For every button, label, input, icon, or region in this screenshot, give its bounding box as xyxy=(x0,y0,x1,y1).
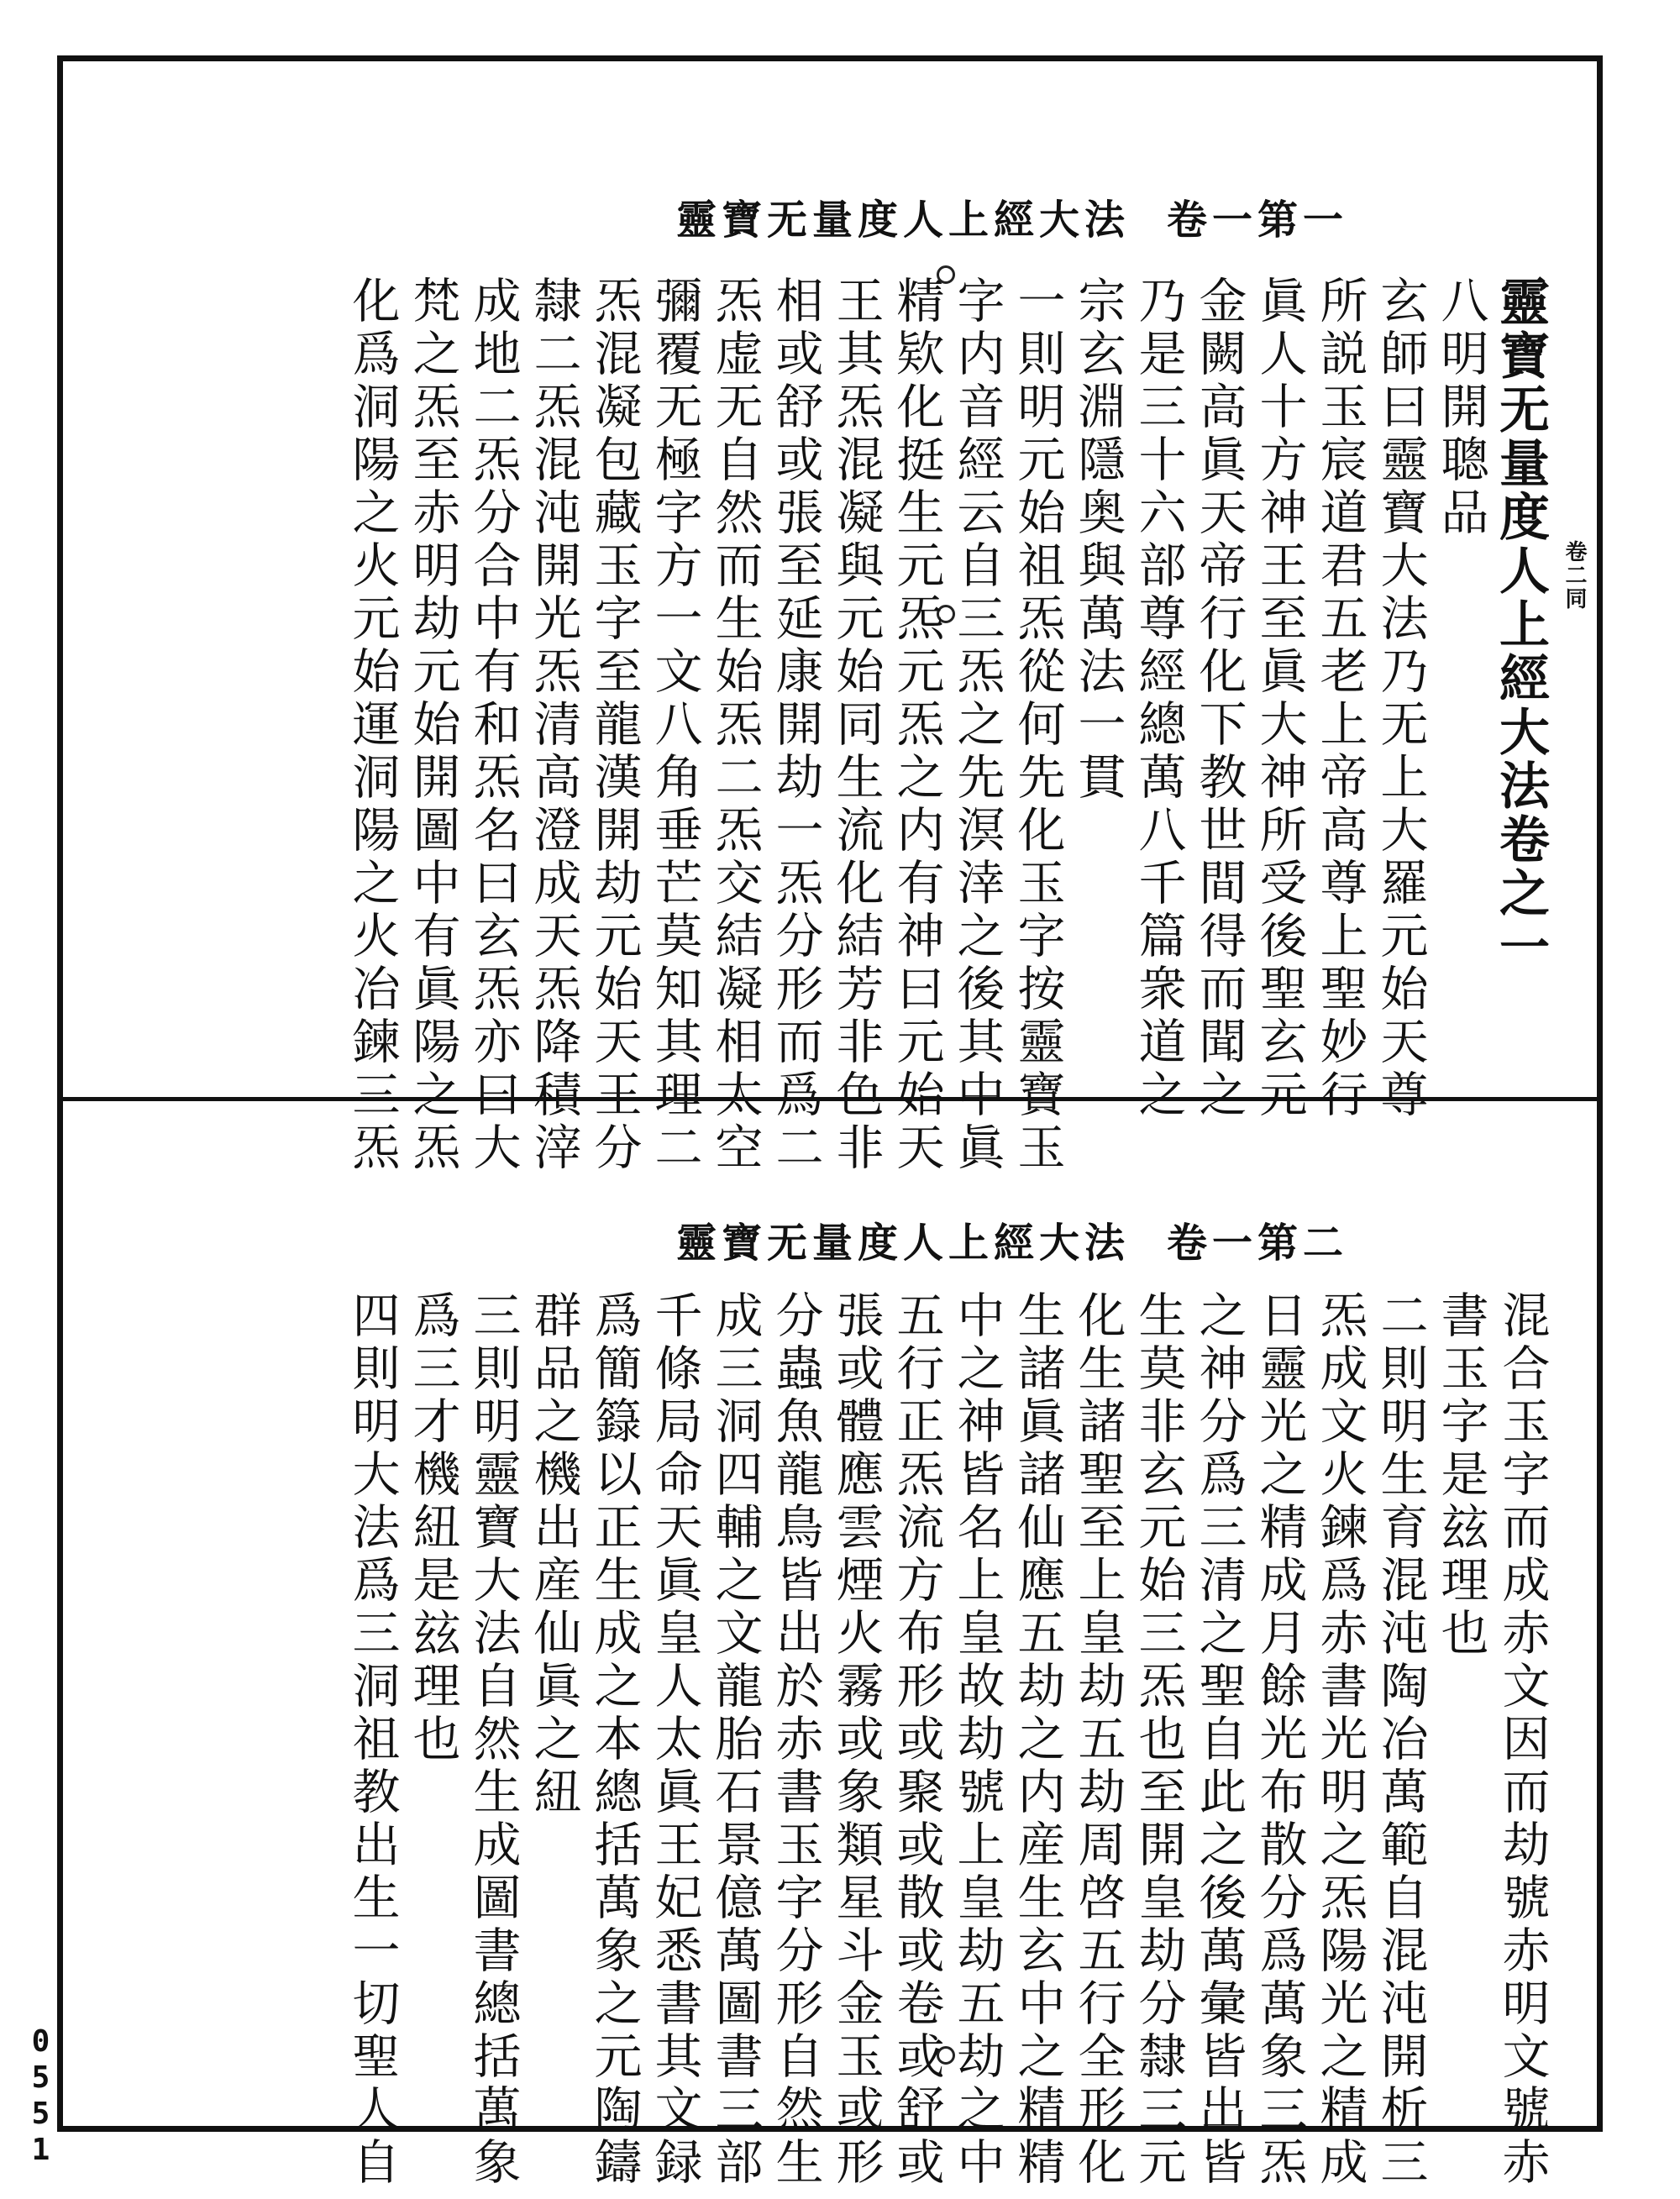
top-page xyxy=(63,61,1597,1175)
text-column: 梵之炁至赤明劫元始開圖中有眞陽之炁 xyxy=(405,276,460,1175)
text-column: 生莫非玄元始三炁也至開皇劫分隸三元 xyxy=(1131,1290,1186,2190)
text-column: 混合玉字而成赤文因而劫號赤明文號赤 xyxy=(1494,1290,1550,2190)
text-column: 八明開聰品 xyxy=(1433,276,1488,540)
text-column: 二則明生育混沌陶冶萬範自混沌開析三 xyxy=(1373,1290,1428,2190)
text-column: 群品之機出産仙眞之紐 xyxy=(526,1290,581,1819)
text-column: 彌覆无極字方一文八角垂芒莫知其理二 xyxy=(647,276,702,1175)
text-column: 日靈光之精成月餘光布散分爲萬象三炁 xyxy=(1252,1290,1307,2190)
text-column: 宗玄淵隱奥與萬法一貫 xyxy=(1070,276,1126,805)
bottom-page xyxy=(63,1101,1597,2190)
header-title: 靈寶无量度人上經大法 xyxy=(676,1220,1131,1267)
bottom-page-header xyxy=(676,1210,1348,1268)
text-column: 精欵化挺生元炁元炁之内有神曰元始天 xyxy=(889,276,944,1175)
header-juan: 卷一第二 xyxy=(1167,1220,1349,1267)
text-column: 炁混凝包藏玉字至龍漢開劫元始天王分 xyxy=(586,276,642,1175)
text-column: 生諸眞諸仙應五劫之内産生玄中之精精 xyxy=(1010,1290,1065,2190)
text-column: 化生諸聖至上皇劫五劫周啓五行全形化 xyxy=(1070,1290,1126,2190)
side-mark: 卷二同 xyxy=(1562,540,1587,611)
text-column: 爲簡籙以正生成之本總括萬象之元陶鑄 xyxy=(586,1290,642,2190)
text-column: 千條局命天眞皇人太眞王妃悉書其文録 xyxy=(647,1290,702,2190)
text-column: 隸二炁混沌開光炁清高澄成天炁降積滓 xyxy=(526,276,581,1175)
text-column: 眞人十方神王至眞大神所受後聖玄元 xyxy=(1252,276,1307,1122)
header-title: 靈寶无量度人上經大法 xyxy=(676,197,1131,244)
text-column: 成三洞四輔之文龍胎石景億萬圖書三部 xyxy=(707,1290,763,2190)
text-column: 成地二炁分合中有和炁名曰玄炁亦曰大 xyxy=(465,276,521,1175)
text-column: 字内音經云自三炁之先溟涬之後其中眞 xyxy=(949,276,1005,1175)
text-column: 乃是三十六部尊經總萬八千篇衆道之 xyxy=(1131,276,1186,1122)
text-column: 王其炁混凝與元始同生流化結芳非色非 xyxy=(828,276,884,1175)
text-column: 爲三才機紐是玆理也 xyxy=(405,1290,460,1766)
top-page-header xyxy=(676,187,1348,245)
text-column: 書玉字是玆理也 xyxy=(1433,1290,1488,1661)
text-column: 四則明大法爲三洞祖教出生一切聖人自 xyxy=(344,1290,400,2190)
text-column: 所説玉宸道君五老上帝高尊上聖妙行 xyxy=(1312,276,1368,1122)
page-number: 0551 xyxy=(24,2024,58,2169)
text-column: 三則明靈寶大法自然生成圖書總括萬象 xyxy=(465,1290,521,2190)
text-column: 張或體應雲煙火霧或象類星斗金玉或形 xyxy=(828,1290,884,2190)
text-column: 化爲洞陽之火元始運洞陽之火冶鍊三炁 xyxy=(344,276,400,1175)
text-column: 一則明元始祖炁從何先化玉字按靈寶玉 xyxy=(1010,276,1065,1175)
text-column: 分蟲魚龍鳥皆出於赤書玉字分形自然生 xyxy=(768,1290,823,2190)
text-column: 相或舒或張至延康開劫一炁分形而爲二 xyxy=(768,276,823,1175)
text-column-title: 靈寶无量度人上經大法卷之一 xyxy=(1491,276,1550,974)
text-column: 炁虚无自然而生始炁二炁交結凝相太空 xyxy=(707,276,763,1175)
text-column: 五行正炁流方布形或聚或散或卷或舒或 xyxy=(889,1290,944,2190)
text-column: 之神分爲三清之聖自此之後萬彙皆出皆 xyxy=(1191,1290,1247,2190)
text-column: 炁成文火鍊爲赤書光明之炁陽光之精成 xyxy=(1312,1290,1368,2190)
text-column: 玄師曰靈寶大法乃无上大羅元始天尊 xyxy=(1373,276,1428,1122)
header-juan: 卷一第一 xyxy=(1167,197,1349,244)
text-column: 金闕高眞天帝行化下教世間得而聞之 xyxy=(1191,276,1247,1122)
text-column: 中之神皆名上皇故劫號上皇劫五劫之中 xyxy=(949,1290,1005,2190)
